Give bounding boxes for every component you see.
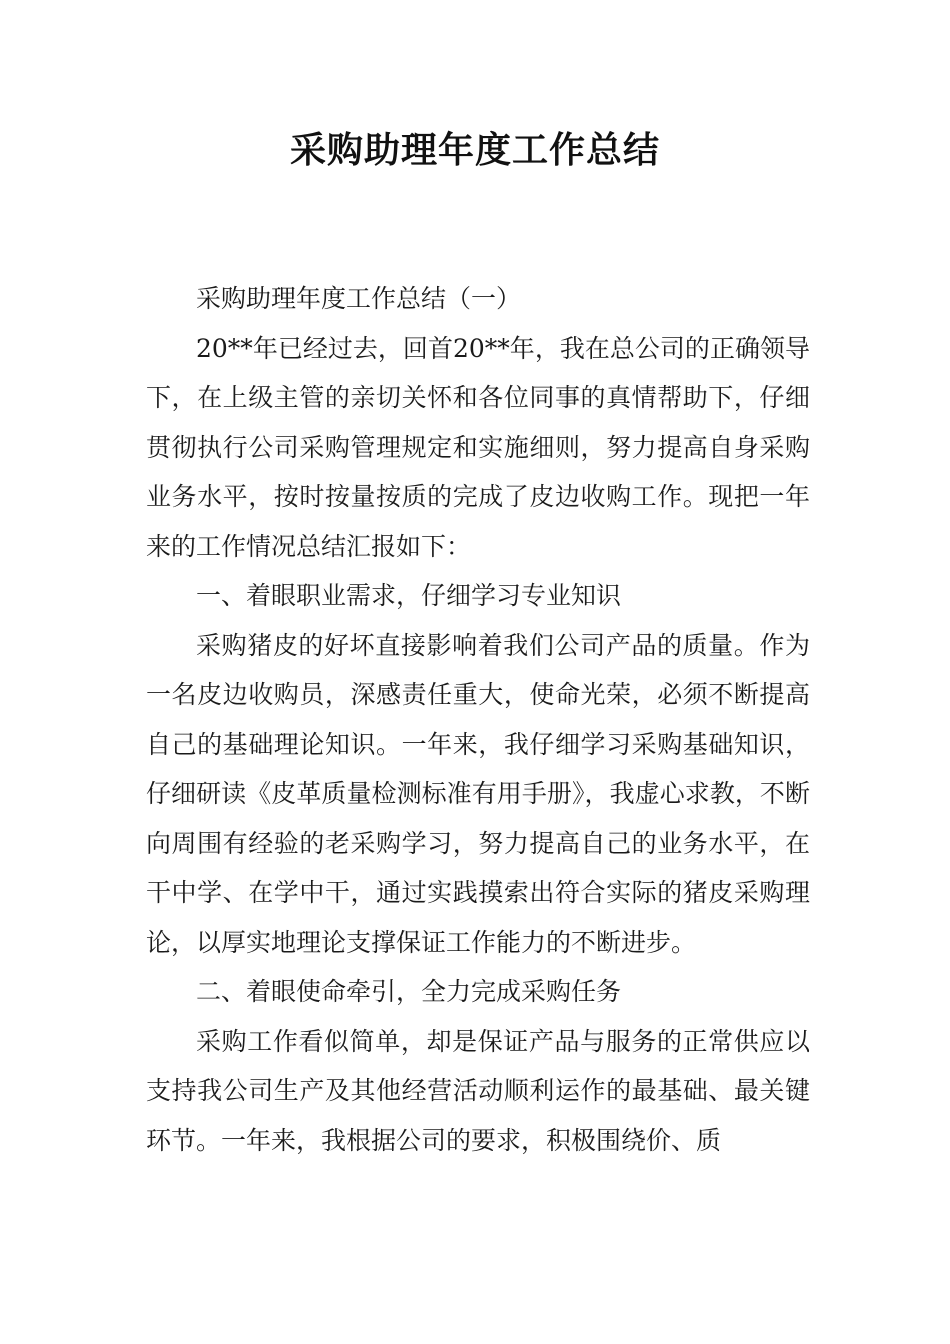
paragraph-procurement: 采购工作看似简单，却是保证产品与服务的正常供应以支持我公司生产及其他经营活动顺利运作的最基础、最关键环节。一年来，我根据公司的要求，积极围绕价、质 bbox=[146, 1026, 810, 1155]
document-body bbox=[146, 274, 810, 1165]
document-title: 采购助理年度工作总结 bbox=[289, 130, 660, 171]
section-heading-1: 一、着眼职业需求，仔细学习专业知识 bbox=[196, 581, 622, 610]
paragraph-intro: 20**年已经过去，回首20**年，我在总公司的正确领导下，在上级主管的亲切关怀和各位同事的真情帮助下，仔细贯彻执行公司采购管理规定和实施细则，努力提高自身采购业务水平，按时按量按质的完成了皮边收购工作。现把一年来的工作情况总结汇报如下： bbox=[146, 333, 810, 561]
section-heading-part-one: 采购助理年度工作总结（一） bbox=[196, 284, 522, 313]
section-heading-2: 二、着眼使命牵引，全力完成采购任务 bbox=[196, 977, 622, 1006]
paragraph-study: 采购猪皮的好坏直接影响着我们公司产品的质量。作为一名皮边收购员，深感责任重大，使命光荣，必须不断提高自己的基础理论知识。一年来，我仔细学习采购基础知识，仔细研读《皮革质量检测标准有用手册》，我虚心求教，不断向周围有经验的老采购学习，努力提高自己的业务水平，在干中学、在学中干，通过实践摸索出符合实际的猪皮采购理论，以厚实地理论支撑保证工作能力的不断进步。 bbox=[146, 630, 810, 957]
